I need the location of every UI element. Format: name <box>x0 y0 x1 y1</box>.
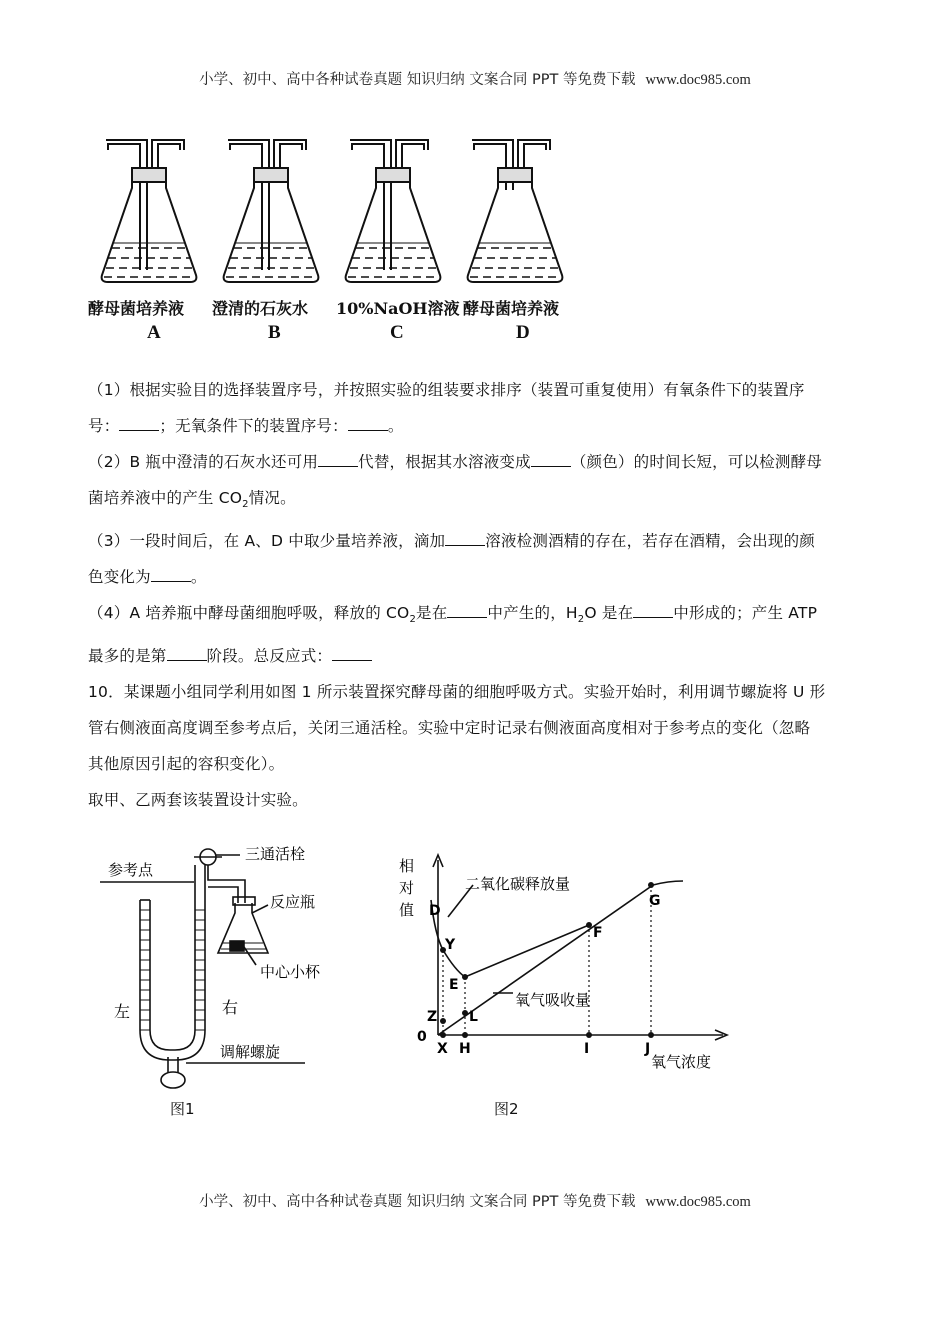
header-url: www.doc985.com <box>645 72 751 88</box>
label-cup: 中心小杯 <box>260 963 321 981</box>
answer-blank[interactable] <box>348 416 388 431</box>
point-y: Y <box>445 937 456 953</box>
label-right: 右 <box>222 998 239 1017</box>
question-1: （1）根据实验目的选择装置序号，并按照实验的组装要求排序（装置可重复使用）有氧条件下的装置序 <box>88 381 805 399</box>
label-stopcock: 三通活栓 <box>245 845 306 863</box>
y-label-3: 值 <box>399 901 415 919</box>
tick-j: J <box>645 1041 651 1057</box>
flask-b-label: 澄清的石灰水 <box>212 299 309 318</box>
answer-blank[interactable] <box>332 646 372 661</box>
flask-b-letter: B <box>268 322 281 343</box>
figure-1-caption: 图1 <box>170 1100 195 1118</box>
tick-i: I <box>584 1041 590 1057</box>
question-block: （1）根据实验目的选择装置序号，并按照实验的组装要求排序（装置可重复使用）有氧条件下的装置序 号： ；无氧条件下的装置序号： 。 （2）B 瓶中澄清的石灰水还可用 代替，根据其水溶液变成 （颜色）的时间长短，可以检测酵母 菌培养液中的产生 $CO_2$情况。 （3）一段时间后，在 A、D 中取少量培养液，滴加 溶液检测酒精的存在，若存在酒精，会出现的颜 色变化为 。 （4）A 培养瓶中酵母菌细胞呼吸，释放的 $CO_2$是在 中产生的，$H_2O$ 是在 中形成的；产生 ATP 最多的是第 阶段。总反应式： 10．某课题小组同学利用如图 1 所示装置探究酵母菌的细胞呼吸方式。实验开始时，利用调节螺旋将 U 形 管右侧液面高度调至参考点后，关闭三通活栓。实验中定时记录右侧液面高度相对于参考点的变化（忽略 其他原因引起的容积变化）。 取甲、乙两套该装置设计实验。 <box>88 372 868 818</box>
question-2: （2）B 瓶中澄清的石灰水还可用 代替，根据其水溶液变成 （颜色）的时间长短，可以检测酵母 <box>88 453 823 471</box>
flask-d <box>468 140 563 282</box>
y-label-2: 对 <box>399 879 415 897</box>
y-label-1: 相 <box>399 857 415 875</box>
figure-1-u-tube <box>90 835 360 1095</box>
answer-blank[interactable] <box>119 416 159 431</box>
point-e: E <box>449 977 459 993</box>
flask-a-label: 酵母菌培养液 <box>88 299 185 318</box>
page-footer <box>0 1190 950 1211</box>
answer-blank[interactable] <box>445 531 485 546</box>
point-g: G <box>649 893 661 909</box>
answer-blank[interactable] <box>318 452 358 467</box>
tick-x: X <box>437 1041 448 1057</box>
tick-h: H <box>459 1041 471 1057</box>
answer-blank[interactable] <box>633 603 673 618</box>
footer-url: www.doc985.com <box>645 1194 751 1210</box>
flask-d-label: 酵母菌培养液 <box>463 299 560 318</box>
header-text: 小学、初中、高中各种试卷真题 知识归纳 文案合同 PPT 等免费下载 <box>199 72 636 88</box>
answer-blank[interactable] <box>531 452 571 467</box>
answer-blank[interactable] <box>167 646 207 661</box>
answer-blank[interactable] <box>447 603 487 618</box>
page-header <box>0 68 950 89</box>
question-4: （4）A 培养瓶中酵母菌细胞呼吸，释放的 $CO_2$是在 中产生的，$H_2O$ 是在 中形成的；产生 ATP <box>88 604 818 626</box>
co2-label: 二氧化碳释放量 <box>465 875 571 893</box>
question-10: 10．某课题小组同学利用如图 1 所示装置探究酵母菌的细胞呼吸方式。实验开始时，利用调节螺旋将 U 形 <box>88 683 826 702</box>
flask-c-label: 10%NaOH溶液 <box>336 299 460 318</box>
flask-a <box>102 140 197 282</box>
label-ref-point: 参考点 <box>108 861 154 879</box>
point-d: D <box>429 903 441 919</box>
figure-2-caption: 图2 <box>494 1100 519 1118</box>
flask-c-letter: C <box>390 322 404 343</box>
label-left: 左 <box>114 1002 131 1021</box>
flask-c <box>346 140 441 282</box>
footer-text: 小学、初中、高中各种试卷真题 知识归纳 文案合同 PPT 等免费下载 <box>199 1194 636 1210</box>
answer-blank[interactable] <box>151 567 191 582</box>
x-label: 氧气浓度 <box>651 1053 712 1071</box>
figure-2-graph <box>393 845 743 1085</box>
label-flask: 反应瓶 <box>270 893 316 911</box>
o2-label: 氧气吸收量 <box>515 991 591 1009</box>
label-screw: 调解螺旋 <box>220 1043 281 1061</box>
point-f: F <box>593 925 603 941</box>
point-l: L <box>469 1009 478 1025</box>
question-3: （3）一段时间后，在 A、D 中取少量培养液，滴加 溶液检测酒精的存在，若存在酒精，会出现的颜 <box>88 532 815 551</box>
flask-b <box>224 140 319 282</box>
point-z: Z <box>427 1009 438 1025</box>
flask-d-letter: D <box>516 322 530 343</box>
origin-label: 0 <box>417 1029 427 1045</box>
flask-a-letter: A <box>147 322 161 343</box>
